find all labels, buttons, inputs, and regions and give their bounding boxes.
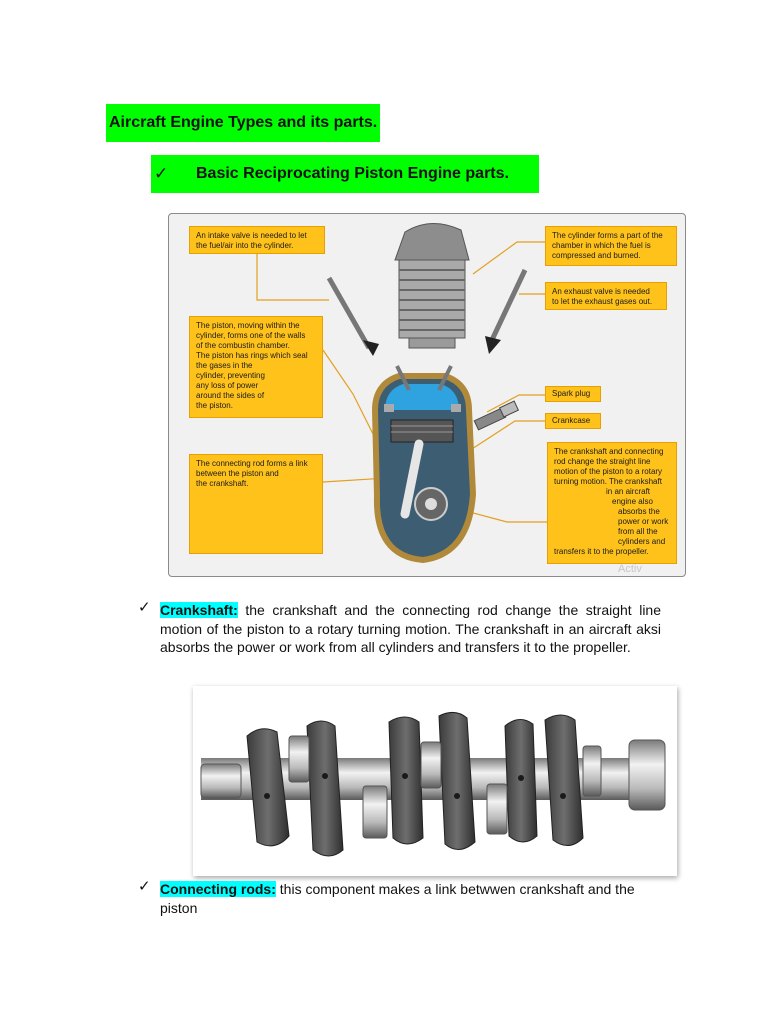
crankshaft-paragraph <box>160 601 661 657</box>
page-heading: Aircraft Engine Types and its parts. <box>106 104 380 142</box>
intake-valve-illustration <box>329 278 379 356</box>
connecting-rods-label: Connecting rods: <box>160 881 276 897</box>
callout-intake-valve: An intake valve is needed to let the fuel/air into the cylinder. <box>189 226 325 254</box>
crankshaft-text: the crankshaft and the connecting rod change the straight line motion of the piston to a rotary turning motion. The crankshaft in an aircraft aksi absorbs the power or work from all cylinders and transfers it to the propeller. <box>160 602 661 655</box>
callout-piston: The piston, moving within the cylinder, forms one of the walls of the combustin chamber. The piston has rings which seal the gases in the cylinder, preventing any loss of power around the sides of the piston. <box>189 316 323 418</box>
activation-watermark: Activ <box>618 563 642 575</box>
section-heading <box>151 155 539 193</box>
callout-cylinder: The cylinder forms a part of the chamber in which the fuel is compressed and burned. <box>545 226 677 266</box>
callout-crankshaft: The crankshaft and connecting rod change the straight line motion of the piston to a rotary turning motion. The crankshaft in an aircraft engine also absorbs the power or work from all the cylinders and transfers it to the propeller. <box>547 442 677 564</box>
callout-connecting-rod: The connecting rod forms a link between the piston and the crankshaft. <box>189 454 323 554</box>
engine-diagram <box>168 213 686 577</box>
spark-plug-illustration <box>474 401 518 430</box>
crankshaft-photo <box>193 686 677 876</box>
checkmark-icon: ✓ <box>138 599 151 616</box>
connecting-rods-paragraph <box>160 880 660 917</box>
callout-exhaust-valve: An exhaust valve is needed to let the exhaust gases out. <box>545 282 667 310</box>
callout-crankcase: Crankcase <box>545 413 601 429</box>
callout-spark-plug: Spark plug <box>545 386 601 402</box>
checkmark-icon: ✓ <box>154 164 169 183</box>
checkmark-icon: ✓ <box>138 878 151 895</box>
crankcase-illustration <box>375 366 473 560</box>
cylinder-illustration <box>395 223 469 348</box>
crankshaft-label: Crankshaft: <box>160 602 238 618</box>
connecting-rods-text: this component makes a link betwwen crankshaft and the piston <box>160 881 635 916</box>
exhaust-valve-illustration <box>485 270 525 354</box>
section-heading-text: Basic Reciprocating Piston Engine parts. <box>196 165 509 182</box>
